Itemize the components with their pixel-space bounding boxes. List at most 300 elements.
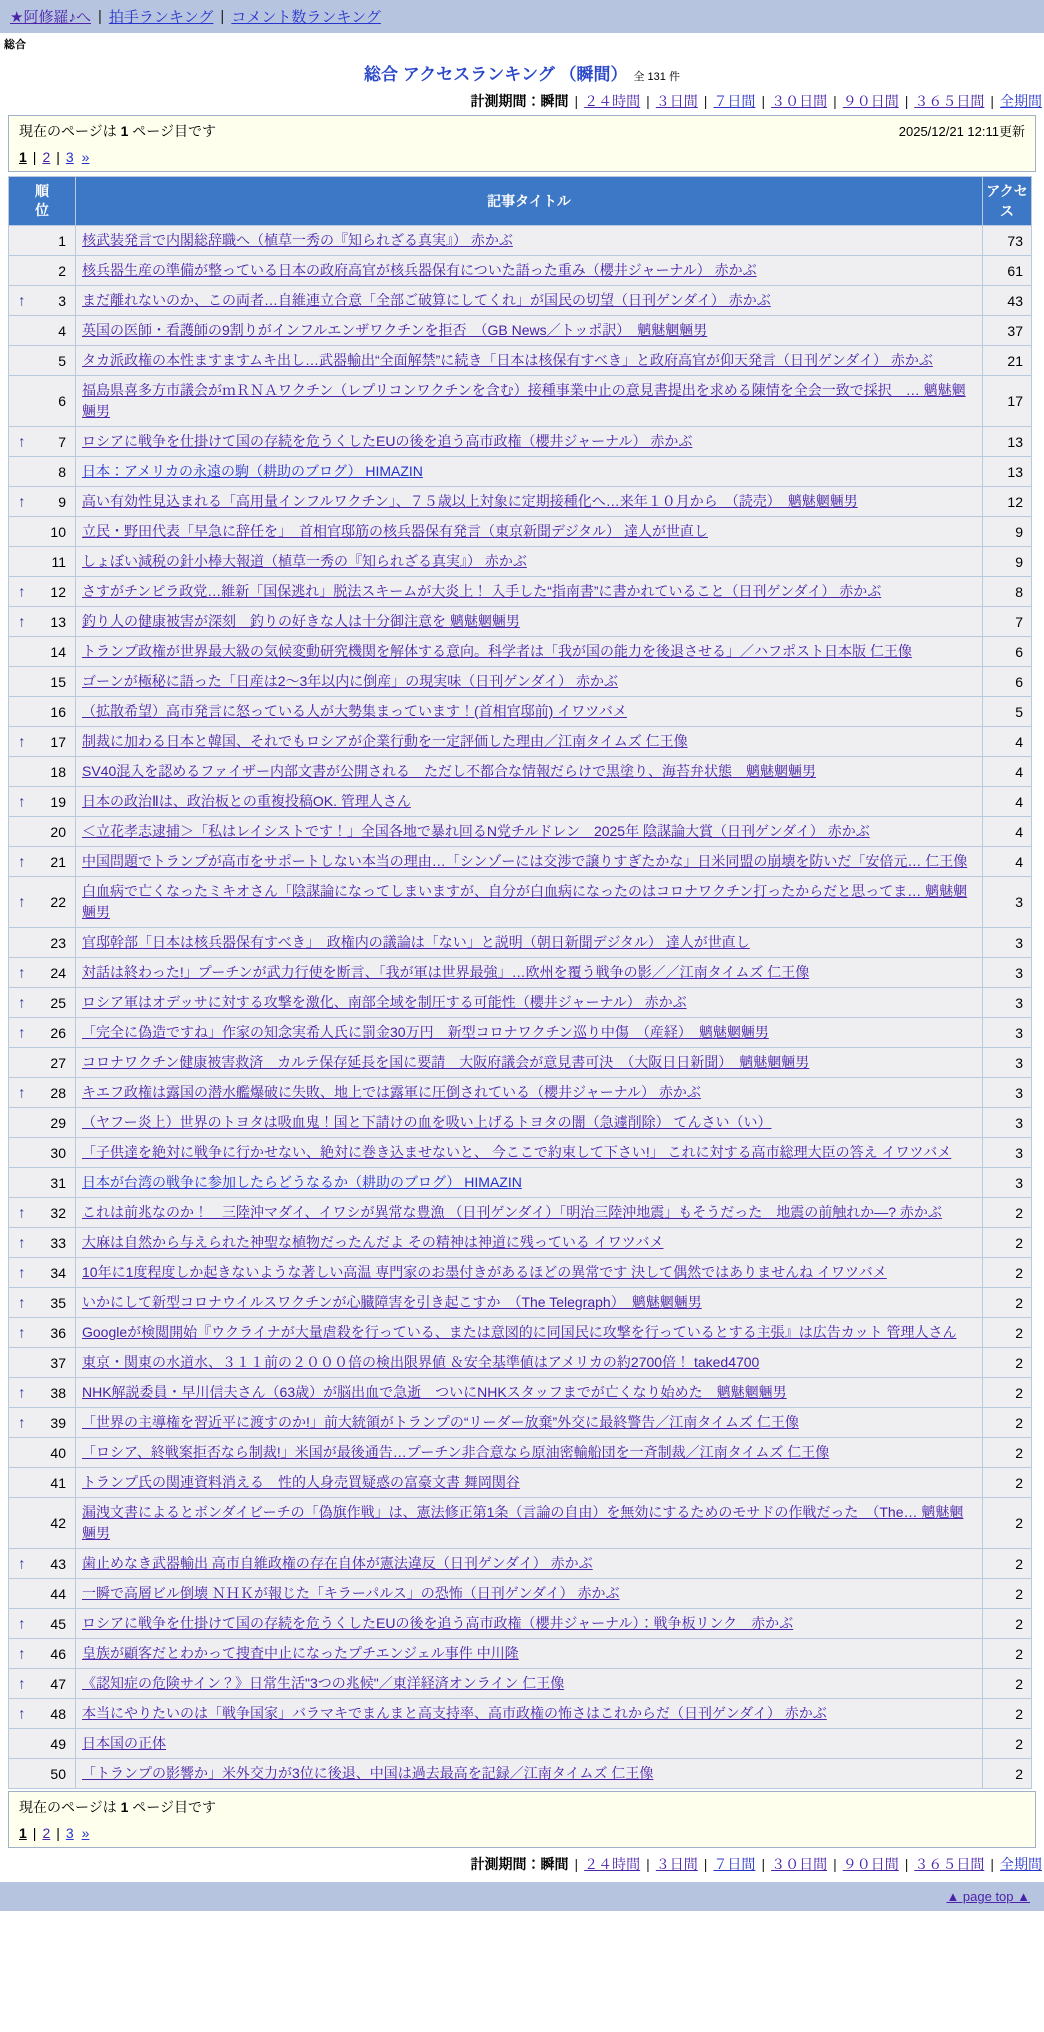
table-row <box>9 577 1032 607</box>
table-row <box>9 1138 1032 1168</box>
table-row <box>9 1288 1032 1318</box>
rank-up-arrow-icon: ↑ <box>18 853 26 870</box>
rank-number: 24 <box>50 964 66 981</box>
title-cell <box>76 1108 983 1138</box>
rank-cell <box>9 727 76 757</box>
rank-up-arrow-icon: ↑ <box>18 1675 26 1692</box>
rank-cell <box>9 376 76 427</box>
title-cell <box>76 1138 983 1168</box>
article-link[interactable]: ロシア軍はオデッサに対する攻撃を激化、南部全域を制圧する可能性（櫻井ジャーナル） 赤かぶ <box>82 994 687 1010</box>
rank-cell <box>9 487 76 517</box>
table-header-row <box>9 177 1032 226</box>
period-link[interactable]: ３０日間 <box>771 93 828 109</box>
rank-up-arrow-icon: ↑ <box>18 433 26 450</box>
article-link[interactable]: ロシアに戦争を仕掛けて国の存続を危うくしたEUの後を追う高市政権（櫻井ジャーナル）：戦争板リンク 赤かぶ <box>82 1615 794 1631</box>
rank-number: 29 <box>50 1114 66 1131</box>
rank-cell <box>9 1318 76 1348</box>
rank-number: 22 <box>50 894 66 910</box>
title-cell <box>76 1378 983 1408</box>
separator: | <box>220 8 225 25</box>
rank-number: 39 <box>50 1414 66 1431</box>
article-link[interactable]: 高い有効性見込まれる「高用量インフルワクチン」、７５歳以上対象に定期接種化へ…来年１０月から （読売） 魑魅魍魎男 <box>82 493 858 509</box>
table-row <box>9 697 1032 727</box>
title-cell <box>76 226 983 256</box>
title-cell <box>76 607 983 637</box>
rank-cell <box>9 1198 76 1228</box>
rank-up-arrow-icon: ↑ <box>18 1324 26 1341</box>
table-row <box>9 787 1032 817</box>
title-cell <box>76 1759 983 1789</box>
period-link[interactable]: ３６５日間 <box>914 93 985 109</box>
rank-number: 31 <box>50 1174 66 1191</box>
rank-up-arrow-icon: ↑ <box>18 893 26 911</box>
article-link[interactable]: 立民・野田代表「早急に辞任を」 首相官邸筋の核兵器保有発言（東京新聞デジタル） 達人が世直し <box>82 523 709 539</box>
article-link[interactable]: 日本が台湾の戦争に参加したらどうなるか（耕助のブログ） HIMAZIN <box>82 1174 522 1190</box>
current-page-text: 現在のページは 1 ページ目です <box>19 1799 217 1815</box>
rank-up-arrow-icon: ↑ <box>18 1084 26 1101</box>
rank-number: 47 <box>50 1675 66 1692</box>
rank-up-arrow-icon: ↑ <box>18 1384 26 1401</box>
article-link[interactable]: 皇族が顧客だとわかって捜査中止になったプチエンジェル事件 中川隆 <box>82 1645 519 1661</box>
title-cell <box>76 757 983 787</box>
article-link[interactable]: SV40混入を認めるファイザー内部文書が公開される ただし不都合な情報だらけで黒塗り、海苔弁状態 魑魅魍魎男 <box>82 763 816 779</box>
rank-number: 48 <box>50 1705 66 1722</box>
access-count: 2 <box>983 1498 1032 1549</box>
access-count: 3 <box>983 1108 1032 1138</box>
rank-number: 25 <box>50 994 66 1011</box>
title-cell <box>76 1669 983 1699</box>
separator: | <box>32 1825 37 1841</box>
rank-cell <box>9 577 76 607</box>
rank-cell <box>9 667 76 697</box>
table-row <box>9 1258 1032 1288</box>
rank-up-arrow-icon: ↑ <box>18 1294 26 1311</box>
separator: | <box>833 93 837 109</box>
separator: | <box>703 1856 708 1872</box>
access-count: 3 <box>983 877 1032 928</box>
rank-number: 16 <box>50 703 66 720</box>
period-current: 瞬間 <box>540 93 569 109</box>
table-row <box>9 1048 1032 1078</box>
rank-cell <box>9 757 76 787</box>
table-row <box>9 517 1032 547</box>
access-count: 4 <box>983 817 1032 847</box>
article-link[interactable]: 中国問題でトランプが高市をサポートしない本当の理由…「シンゾーには交渉で譲りすぎたかな」日米同盟の崩壊を防いだ「安倍元… 仁王像 <box>82 853 968 869</box>
article-link[interactable]: 釣り人の健康被害が深刻 釣りの好きな人は十分御注意を 魑魅魍魎男 <box>82 613 520 629</box>
title-cell <box>76 286 983 316</box>
current-page-text: 現在のページは 1 ページ目です <box>19 123 217 139</box>
separator: | <box>904 93 909 109</box>
article-link[interactable]: Googleが検閲開始『ウクライナが大量虐殺を行っている、または意図的に同国民に攻撃を行っているとする主張』は広告カット 管理人さん <box>82 1324 957 1340</box>
access-count: 7 <box>983 607 1032 637</box>
table-row <box>9 316 1032 346</box>
rank-cell <box>9 1048 76 1078</box>
access-count: 2 <box>983 1438 1032 1468</box>
table-row <box>9 757 1032 787</box>
title-cell <box>76 256 983 286</box>
next-page-link[interactable]: » <box>81 149 90 165</box>
article-link[interactable]: 核兵器生産の準備が整っている日本の政府高官が核兵器保有についた語った重み（櫻井ジャーナル） 赤かぶ <box>82 262 757 278</box>
title-cell <box>76 517 983 547</box>
title-cell <box>76 1318 983 1348</box>
article-link[interactable]: キエフ政権は露国の潜水艦爆破に失敗、地上では露軍に圧倒されている（櫻井ジャーナル） 赤かぶ <box>82 1084 701 1100</box>
article-link[interactable]: 漏洩文書によるとボンダイビーチの「偽旗作戦」は、憲法修正第1条（言論の自由）を無効にするためのモサドの作戦だった （The… 魑魅魍魎男 <box>82 1504 964 1541</box>
article-link[interactable]: 「子供達を絶対に戦争に行かせない、絶対に巻き込ませないと、 今ここで約束して下さい!」 これに対する高市総理大臣の答え イワツバメ <box>82 1144 952 1160</box>
table-row <box>9 877 1032 928</box>
access-count: 5 <box>983 697 1032 727</box>
access-count: 4 <box>983 727 1032 757</box>
page-link-current[interactable]: 1 <box>19 149 27 165</box>
article-link[interactable]: 制裁に加わる日本と韓国、それでもロシアが企業行動を一定評価した理由／江南タイムズ 仁王像 <box>82 733 688 749</box>
rank-number: 36 <box>50 1324 66 1341</box>
title-cell <box>76 1078 983 1108</box>
article-link[interactable]: コロナワクチン健康被害救済 カルテ保存延長を国に要請 大阪府議会が意見書可決 （大阪日日新聞） 魑魅魍魎男 <box>82 1054 810 1070</box>
period-bar-bottom <box>0 1854 1042 1874</box>
title-cell <box>76 1048 983 1078</box>
title-cell <box>76 1468 983 1498</box>
table-row <box>9 1669 1032 1699</box>
title-column-header: 記事タイトル <box>76 177 983 226</box>
rank-number: 32 <box>50 1204 66 1221</box>
nav-link[interactable]: コメント数ランキング <box>231 9 381 26</box>
article-link[interactable]: 日本国の正体 <box>82 1735 166 1751</box>
article-link[interactable]: ＜立花孝志逮捕＞「私はレイシストです！」全国各地で暴れ回るN党チルドレン 2025年 陰謀論大賞（日刊ゲンダイ） 赤かぶ <box>82 823 870 839</box>
table-row <box>9 607 1032 637</box>
rank-number: 42 <box>50 1515 66 1531</box>
access-count: 2 <box>983 1198 1032 1228</box>
title-cell <box>76 577 983 607</box>
title-cell <box>76 727 983 757</box>
table-row <box>9 1438 1032 1468</box>
rank-cell <box>9 1168 76 1198</box>
rank-number: 20 <box>50 823 66 840</box>
title-cell <box>76 346 983 376</box>
rank-cell <box>9 1579 76 1609</box>
article-link[interactable]: 《認知症の危険サイン？》日常生活"3つの兆候"／東洋経済オンライン 仁王像 <box>82 1675 565 1691</box>
rank-up-arrow-icon: ↑ <box>18 1615 26 1632</box>
rank-cell <box>9 1609 76 1639</box>
page-title <box>0 60 1044 85</box>
period-link[interactable]: ３日間 <box>655 93 698 109</box>
rank-number: 9 <box>58 493 66 510</box>
rank-number: 50 <box>50 1765 66 1782</box>
rank-up-arrow-icon: ↑ <box>18 1204 26 1221</box>
period-label: 計測期間： <box>470 93 541 109</box>
access-count: 2 <box>983 1348 1032 1378</box>
rank-cell <box>9 517 76 547</box>
top-nav-bar <box>0 0 1044 33</box>
title-cell <box>76 928 983 958</box>
info-box-top <box>8 115 1036 172</box>
article-link[interactable]: 対話は終わった!」プーチンが武力行使を断言、「我が軍は世界最強」…欧州を覆う戦争の影／／江南タイムズ 仁王像 <box>82 964 810 980</box>
rank-number: 21 <box>50 853 66 870</box>
nav-link[interactable]: ★阿修羅♪へ <box>10 9 91 26</box>
period-link[interactable]: ２４時間 <box>584 93 641 109</box>
article-link[interactable]: 福島県喜多方市議会がｍＲＮＡワクチン（レプリコンワクチンを含む）接種事業中止の意見書提出を求める陳情を全会一致で採択 … 魑魅魍魎男 <box>82 382 966 419</box>
rank-cell <box>9 787 76 817</box>
access-count: 3 <box>983 988 1032 1018</box>
table-row <box>9 1018 1032 1048</box>
rank-cell <box>9 1549 76 1579</box>
title-cell <box>76 376 983 427</box>
article-link[interactable]: まだ離れないのか、この両者…自維連立合意「全部ご破算にしてくれ」が国民の切望（日刊ゲンダイ） 赤かぶ <box>82 292 771 308</box>
rank-cell <box>9 457 76 487</box>
access-count: 8 <box>983 577 1032 607</box>
article-link[interactable]: 東京・関東の水道水、３１１前の２０００倍の検出限界値 ＆安全基準値はアメリカの約2700倍！ taked4700 <box>82 1354 760 1370</box>
rank-number: 2 <box>58 262 66 279</box>
access-count: 2 <box>983 1288 1032 1318</box>
page-link[interactable]: 2 <box>42 1825 51 1841</box>
rank-number: 12 <box>50 583 66 600</box>
access-count: 2 <box>983 1468 1032 1498</box>
rank-cell <box>9 1018 76 1048</box>
table-row <box>9 226 1032 256</box>
title-cell <box>76 1288 983 1318</box>
rank-cell <box>9 547 76 577</box>
access-column-header: アクセス <box>983 177 1032 226</box>
rank-number: 10 <box>50 523 66 540</box>
separator: | <box>990 1856 994 1872</box>
page-link-current[interactable]: 1 <box>19 1825 27 1841</box>
access-count: 4 <box>983 847 1032 877</box>
rank-cell <box>9 988 76 1018</box>
rank-number: 8 <box>58 463 66 480</box>
article-link[interactable]: 本当にやりたいのは「戦争国家」バラマキでまんまと高支持率、高市政権の怖さはこれからだ（日刊ゲンダイ） 赤かぶ <box>82 1705 827 1721</box>
period-link[interactable]: 全期間 <box>1000 93 1042 109</box>
page-link[interactable]: 3 <box>65 149 74 165</box>
rank-cell <box>9 1258 76 1288</box>
access-count: 12 <box>983 487 1032 517</box>
separator: | <box>990 93 994 109</box>
rank-cell <box>9 928 76 958</box>
rank-cell <box>9 847 76 877</box>
rank-cell <box>9 346 76 376</box>
table-row <box>9 487 1032 517</box>
article-link[interactable]: 「完全に偽造ですね」作家の知念実希人氏に罰金30万円 新型コロナワクチン巡り中傷 （産経） 魑魅魍魎男 <box>82 1024 769 1040</box>
rank-number: 17 <box>50 733 66 750</box>
title-cell <box>76 1168 983 1198</box>
period-bar-top <box>0 91 1042 111</box>
article-link[interactable]: （ヤフー炎上）世界のトヨタは吸血鬼！国と下請けの血を吸い上げるトヨタの闇（急遽削除） てんさい（い） <box>82 1114 772 1130</box>
rank-cell <box>9 817 76 847</box>
table-row <box>9 637 1032 667</box>
period-link[interactable]: 全期間 <box>1000 1856 1042 1872</box>
rank-cell <box>9 1348 76 1378</box>
separator: | <box>761 93 766 109</box>
rank-up-arrow-icon: ↑ <box>18 1024 26 1041</box>
rank-number: 4 <box>58 322 66 339</box>
table-row <box>9 727 1032 757</box>
page-top-link[interactable]: ▲ page top ▲ <box>946 1889 1030 1904</box>
article-link[interactable]: トランプ氏の関連資料消える 性的人身売買疑惑の富豪文書 舞岡関谷 <box>82 1474 520 1490</box>
article-link[interactable]: 日本の政治Ⅱは、政治板との重複投稿OK. 管理人さん <box>82 793 411 809</box>
next-page-link[interactable]: » <box>81 1825 90 1841</box>
access-count: 3 <box>983 958 1032 988</box>
page-link[interactable]: 3 <box>65 1825 74 1841</box>
total-count: 全 131 件 <box>633 71 680 83</box>
rank-up-arrow-icon: ↑ <box>18 1414 26 1431</box>
period-link[interactable]: ２４時間 <box>584 1856 641 1872</box>
table-row <box>9 1468 1032 1498</box>
rank-cell <box>9 1498 76 1549</box>
bottom-spacer <box>0 1911 1044 1945</box>
title-cell <box>76 847 983 877</box>
rank-number: 18 <box>50 763 66 780</box>
table-row <box>9 1108 1032 1138</box>
access-count: 4 <box>983 787 1032 817</box>
access-count: 9 <box>983 517 1032 547</box>
table-row <box>9 958 1032 988</box>
separator: | <box>574 1856 579 1872</box>
article-link[interactable]: 英国の医師・看護師の9割りがインフルエンザワクチンを拒否 （GB News／トッポ訳） 魑魅魍魎男 <box>82 322 708 338</box>
rank-cell <box>9 1228 76 1258</box>
rank-cell <box>9 427 76 457</box>
access-count: 2 <box>983 1639 1032 1669</box>
table-row <box>9 256 1032 286</box>
rank-cell <box>9 1378 76 1408</box>
separator: | <box>56 1825 60 1841</box>
article-link[interactable]: タカ派政権の本性ますますムキ出し…武器輸出“全面解禁”に続き「日本は核保有すべき」と政府高官が仰天発言（日刊ゲンダイ） 赤かぶ <box>82 352 933 368</box>
rank-number: 45 <box>50 1615 66 1632</box>
table-row <box>9 1198 1032 1228</box>
rank-cell <box>9 1408 76 1438</box>
title-cell <box>76 877 983 928</box>
access-count: 61 <box>983 256 1032 286</box>
rank-cell <box>9 607 76 637</box>
rank-cell <box>9 877 76 928</box>
rank-cell <box>9 1759 76 1789</box>
bottom-bar <box>0 1882 1044 1911</box>
article-link[interactable]: 核武装発言で内閣総辞職へ（植草一秀の『知られざる真実』） 赤かぶ <box>82 232 513 248</box>
title-cell <box>76 988 983 1018</box>
article-link[interactable]: ゴーンが極秘に語った「日産は2〜3年以内に倒産」の現実味（日刊ゲンダイ） 赤かぶ <box>82 673 619 689</box>
page-title-text: 総合 アクセスランキング （瞬間） <box>364 65 628 84</box>
article-link[interactable]: 官邸幹部「日本は核兵器保有すべき」 政権内の議論は「ない」と説明（朝日新聞デジタル） 達人が世直し <box>82 934 750 950</box>
rank-cell <box>9 316 76 346</box>
article-link[interactable]: さすがチンピラ政党…維新「国保逃れ」脱法スキームが大炎上！ 入手した“指南書”に書かれていること（日刊ゲンダイ） 赤かぶ <box>82 583 882 599</box>
article-link[interactable]: 「ロシア、終戦案拒否なら制裁!」米国が最後通告…プーチン非合意なら原油密輸船団を一斉制裁／江南タイムズ 仁王像 <box>82 1444 830 1460</box>
table-row <box>9 847 1032 877</box>
article-link[interactable]: いかにして新型コロナウイルスワクチンが心臓障害を引き起こすか （The Telegraph） 魑魅魍魎男 <box>82 1294 702 1310</box>
article-link[interactable]: 日本：アメリカの永遠の駒（耕助のブログ） HIMAZIN <box>82 463 423 479</box>
table-row <box>9 1609 1032 1639</box>
title-cell <box>76 547 983 577</box>
title-cell <box>76 817 983 847</box>
period-link[interactable]: ３６５日間 <box>914 1856 985 1872</box>
period-link[interactable]: ９０日間 <box>842 93 899 109</box>
table-row <box>9 817 1032 847</box>
rank-number: 23 <box>50 934 66 951</box>
access-count: 3 <box>983 1138 1032 1168</box>
title-cell <box>76 487 983 517</box>
period-link[interactable]: ９０日間 <box>842 1856 899 1872</box>
rank-up-arrow-icon: ↑ <box>18 613 26 630</box>
separator: | <box>833 1856 837 1872</box>
board-label: 総合 <box>4 39 26 51</box>
title-cell <box>76 427 983 457</box>
rank-number: 11 <box>51 553 66 570</box>
rank-number: 6 <box>58 393 66 409</box>
period-label: 計測期間： <box>470 1856 541 1872</box>
title-cell <box>76 1408 983 1438</box>
rank-cell <box>9 1108 76 1138</box>
title-cell <box>76 1258 983 1288</box>
title-cell <box>76 1018 983 1048</box>
title-cell <box>76 316 983 346</box>
rank-up-arrow-icon: ↑ <box>18 733 26 750</box>
article-link[interactable]: 白血病で亡くなったミキオさん「陰謀論になってしまいますが、自分が白血病になったのはコロナワクチン打ったからだと思ってま… 魑魅魍魎男 <box>82 883 968 920</box>
title-cell <box>76 1438 983 1468</box>
article-link[interactable]: 「トランプの影響か」米外交力が3位に後退、中国は過去最高を記録／江南タイムズ 仁王像 <box>82 1765 654 1781</box>
access-count: 6 <box>983 667 1032 697</box>
rank-number: 44 <box>50 1585 66 1602</box>
table-row <box>9 1699 1032 1729</box>
article-link[interactable]: 歯止めなき武器輸出 高市自維政権の存在自体が憲法違反（日刊ゲンダイ） 赤かぶ <box>82 1555 593 1571</box>
access-count: 3 <box>983 1048 1032 1078</box>
article-link[interactable]: トランプ政権が世界最大級の気候変動研究機関を解体する意向。科学者は「我が国の能力を後退させる」／ハフポスト日本版 仁王像 <box>82 643 912 659</box>
rank-cell <box>9 286 76 316</box>
separator: | <box>761 1856 766 1872</box>
access-count: 17 <box>983 376 1032 427</box>
article-link[interactable]: ロシアに戦争を仕掛けて国の存続を危うくしたEUの後を追う高市政権（櫻井ジャーナル） 赤かぶ <box>82 433 693 449</box>
table-row <box>9 988 1032 1018</box>
title-cell <box>76 667 983 697</box>
access-count: 13 <box>983 427 1032 457</box>
article-link[interactable]: （拡散希望）高市発言に怒っている人が大勢集まっています！(首相官邸前) イワツバメ <box>82 703 627 719</box>
rank-cell <box>9 697 76 727</box>
nav-link[interactable]: 拍手ランキング <box>108 9 214 26</box>
rank-up-arrow-icon: ↑ <box>18 994 26 1011</box>
access-count: 2 <box>983 1258 1032 1288</box>
page-link[interactable]: 2 <box>42 149 51 165</box>
article-link[interactable]: 「世界の主導権を習近平に渡すのか!」前大統領がトランプの“リーダー放棄”外交に最終警告／江南タイムズ 仁王像 <box>82 1414 799 1430</box>
separator: | <box>646 1856 650 1872</box>
article-link[interactable]: 一瞬で高層ビル倒壊 ＮＨＫが報じた「キラーパルス」の恐怖（日刊ゲンダイ） 赤かぶ <box>82 1585 620 1601</box>
table-row <box>9 1078 1032 1108</box>
access-count: 9 <box>983 547 1032 577</box>
rank-number: 38 <box>50 1384 66 1401</box>
separator: | <box>904 1856 909 1872</box>
rank-cell <box>9 1699 76 1729</box>
rank-number: 7 <box>58 433 66 450</box>
rank-up-arrow-icon: ↑ <box>18 292 26 309</box>
article-link[interactable]: 10年に1度程度しか起きないような著しい高温 専門家のお墨付きがあるほどの異常です 決して偶然ではありませんね イワツバメ <box>82 1264 887 1280</box>
rank-cell <box>9 1078 76 1108</box>
article-link[interactable]: これは前兆なのか！ 三陸沖マダイ、イワシが異常な豊漁 （日刊ゲンダイ）「明治三陸沖地震」もそうだった 地震の前触れか―? 赤かぶ <box>82 1204 942 1220</box>
access-count: 2 <box>983 1408 1032 1438</box>
title-cell <box>76 457 983 487</box>
rank-cell <box>9 1639 76 1669</box>
article-link[interactable]: 大麻は自然から与えられた神聖な植物だったんだよ その精神は神道に残っている イワツバメ <box>82 1234 664 1250</box>
rank-number: 19 <box>50 793 66 810</box>
article-link[interactable]: NHK解説委員・早川信夫さん（63歳）が脳出血で急逝 ついにNHKスタッフまでが亡くなり始めた 魑魅魍魎男 <box>82 1384 787 1400</box>
table-row <box>9 346 1032 376</box>
separator: | <box>646 93 650 109</box>
rank-number: 37 <box>50 1354 66 1371</box>
pagination-bottom <box>19 1825 1025 1841</box>
title-cell <box>76 1639 983 1669</box>
rank-number: 41 <box>50 1474 66 1491</box>
title-cell <box>76 1348 983 1378</box>
period-link[interactable]: ３日間 <box>655 1856 698 1872</box>
period-link[interactable]: ７日間 <box>713 1856 756 1872</box>
table-row <box>9 1228 1032 1258</box>
period-link[interactable]: ３０日間 <box>771 1856 828 1872</box>
rank-cell <box>9 958 76 988</box>
period-link[interactable]: ７日間 <box>713 93 756 109</box>
article-link[interactable]: しょぼい減税の針小棒大報道（植草一秀の『知られざる真実』） 赤かぶ <box>82 553 527 569</box>
updated-timestamp: 2025/12/21 12:11更新 <box>898 124 1025 139</box>
